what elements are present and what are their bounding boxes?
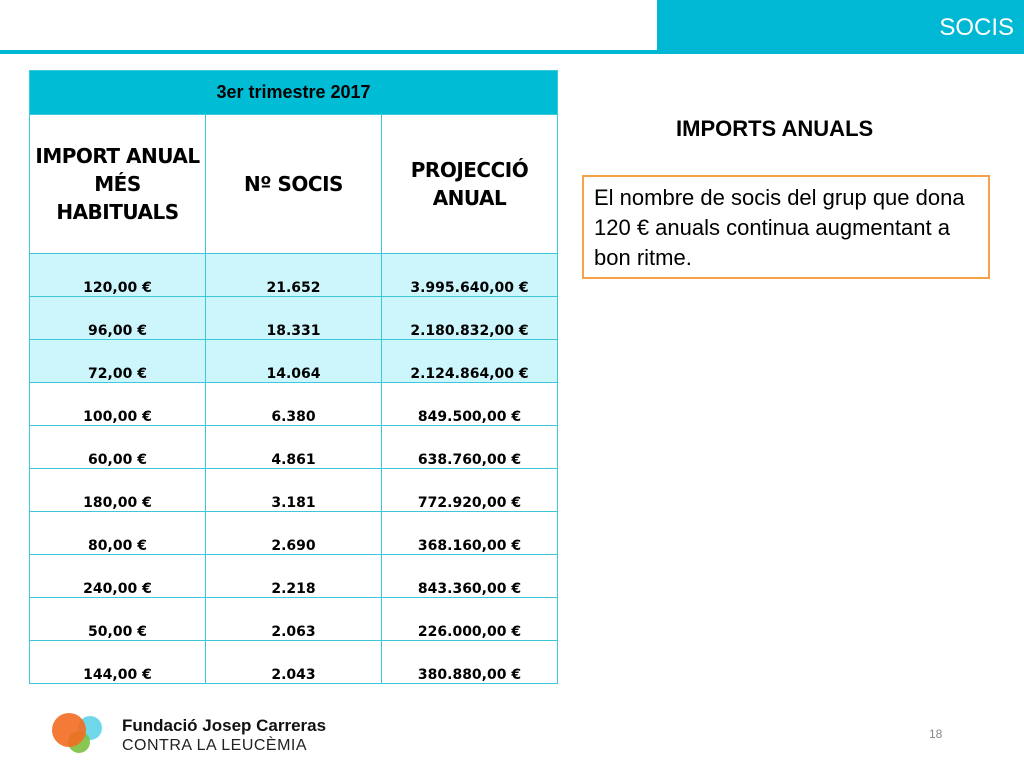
period-row — [30, 71, 558, 115]
cell-projection: 226.000,00 € — [382, 598, 558, 641]
cell-import: 120,00 € — [30, 254, 206, 297]
cell-members: 3.181 — [206, 469, 382, 512]
cell-import: 50,00 € — [30, 598, 206, 641]
section-title: SOCIS — [939, 14, 1014, 41]
table-row — [30, 555, 558, 598]
cell-projection: 638.760,00 € — [382, 426, 558, 469]
header-rule — [0, 50, 657, 54]
cell-import: 144,00 € — [30, 641, 206, 684]
table-row — [30, 512, 558, 555]
members-table — [29, 70, 558, 684]
cell-projection: 2.180.832,00 € — [382, 297, 558, 340]
period-header: 3er trimestre 2017 — [30, 71, 558, 115]
cell-projection: 772.920,00 € — [382, 469, 558, 512]
cell-projection: 849.500,00 € — [382, 383, 558, 426]
cell-members: 2.690 — [206, 512, 382, 555]
table-row — [30, 598, 558, 641]
brand-name: Fundació Josep Carreras — [122, 716, 327, 735]
cell-projection: 843.360,00 € — [382, 555, 558, 598]
cell-projection: 368.160,00 € — [382, 512, 558, 555]
cell-import: 60,00 € — [30, 426, 206, 469]
header-bar — [657, 0, 1024, 54]
cell-members: 6.380 — [206, 383, 382, 426]
table-row — [30, 340, 558, 383]
cell-members: 2.043 — [206, 641, 382, 684]
cell-import: 240,00 € — [30, 555, 206, 598]
cell-members: 18.331 — [206, 297, 382, 340]
cell-members: 4.861 — [206, 426, 382, 469]
table-row — [30, 469, 558, 512]
foundation-logo-icon — [47, 706, 107, 756]
page-number: 18 — [929, 727, 943, 741]
column-header-row — [30, 115, 558, 254]
cell-import: 96,00 € — [30, 297, 206, 340]
cell-import: 72,00 € — [30, 340, 206, 383]
table-row — [30, 254, 558, 297]
cell-projection: 3.995.640,00 € — [382, 254, 558, 297]
table-row — [30, 297, 558, 340]
cell-import: 100,00 € — [30, 383, 206, 426]
column-header-projection: PROJECCIÓ ANUAL — [382, 115, 558, 254]
note-box: El nombre de socis del grup que dona 120 € anuals continua augmentant a bon ritme. — [582, 175, 990, 279]
cell-members: 21.652 — [206, 254, 382, 297]
cell-projection: 380.880,00 € — [382, 641, 558, 684]
imports-heading: IMPORTS ANUALS — [676, 116, 874, 141]
cell-import: 180,00 € — [30, 469, 206, 512]
cell-import: 80,00 € — [30, 512, 206, 555]
cell-members: 14.064 — [206, 340, 382, 383]
table-row — [30, 426, 558, 469]
cell-members: 2.063 — [206, 598, 382, 641]
brand-tagline: CONTRA LA LEUCÈMIA — [122, 737, 308, 754]
column-header-members: Nº SOCIS — [206, 115, 382, 254]
cell-members: 2.218 — [206, 555, 382, 598]
table-row — [30, 641, 558, 684]
cell-projection: 2.124.864,00 € — [382, 340, 558, 383]
column-header-import: IMPORT ANUAL MÉS HABITUALS — [30, 115, 206, 254]
table-row — [30, 383, 558, 426]
